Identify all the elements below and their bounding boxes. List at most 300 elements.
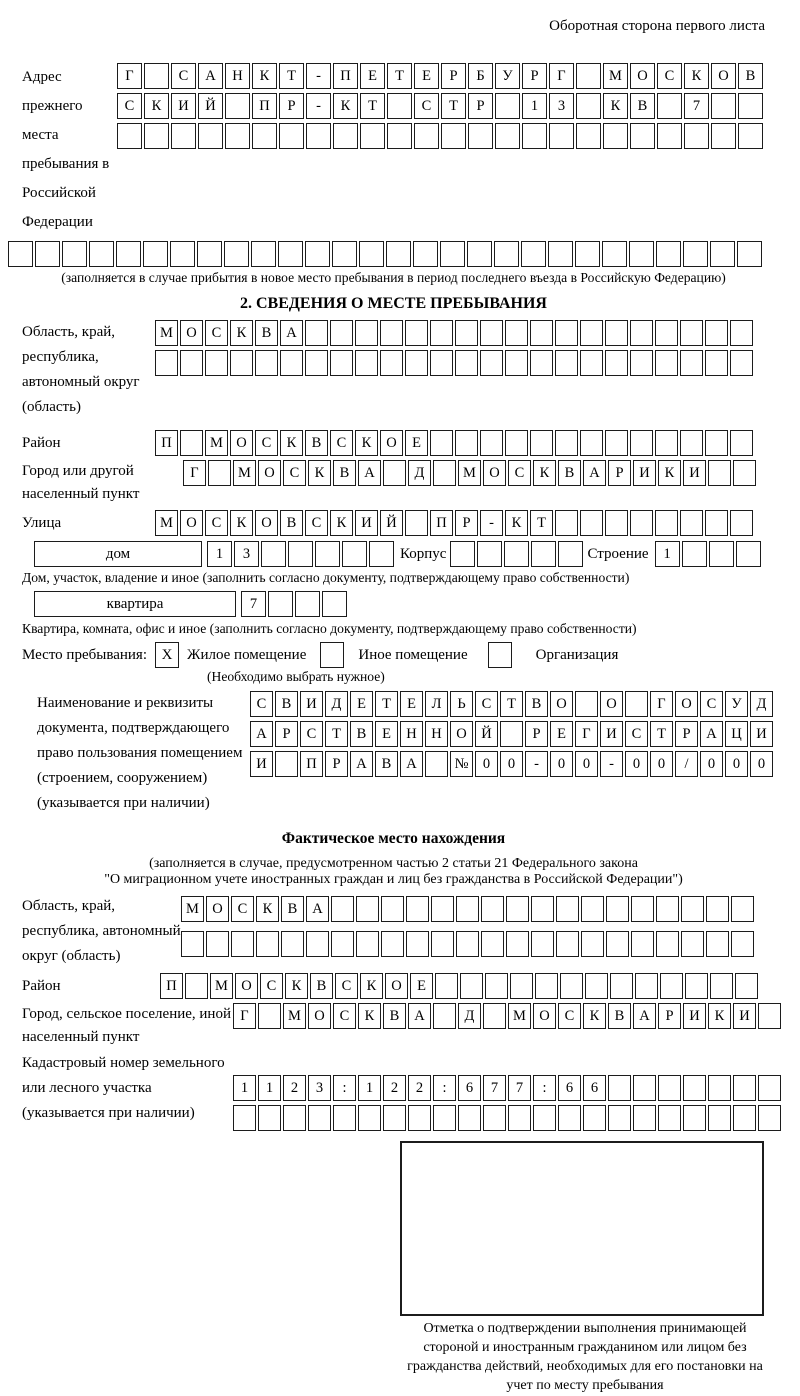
char-cell[interactable]	[558, 541, 583, 567]
char-cell[interactable]	[331, 931, 354, 957]
char-cell[interactable]: С	[305, 510, 328, 536]
char-cell[interactable]: К	[658, 460, 681, 486]
char-cell[interactable]: Т	[650, 721, 673, 747]
char-cell[interactable]	[680, 510, 703, 536]
char-cell[interactable]	[355, 320, 378, 346]
char-cell[interactable]: В	[281, 896, 304, 922]
char-cell[interactable]	[356, 896, 379, 922]
char-cell[interactable]: М	[458, 460, 481, 486]
char-cell[interactable]	[521, 241, 546, 267]
char-cell[interactable]: -	[525, 751, 548, 777]
char-cell[interactable]	[322, 591, 347, 617]
char-cell[interactable]	[736, 541, 761, 567]
char-cell[interactable]: А	[280, 320, 303, 346]
char-cell[interactable]	[758, 1003, 781, 1029]
char-cell[interactable]	[576, 63, 601, 89]
char-cell[interactable]: В	[608, 1003, 631, 1029]
char-cell[interactable]	[480, 350, 503, 376]
char-cell[interactable]	[258, 1105, 281, 1131]
char-cell[interactable]: 1	[522, 93, 547, 119]
char-cell[interactable]	[580, 510, 603, 536]
char-cell[interactable]: 1	[655, 541, 680, 567]
char-cell[interactable]	[295, 591, 320, 617]
char-cell[interactable]: А	[250, 721, 273, 747]
char-cell[interactable]	[680, 430, 703, 456]
char-cell[interactable]: О	[533, 1003, 556, 1029]
char-cell[interactable]	[711, 123, 736, 149]
char-cell[interactable]: 3	[308, 1075, 331, 1101]
char-cell[interactable]	[681, 896, 704, 922]
char-cell[interactable]: О	[550, 691, 573, 717]
char-cell[interactable]: О	[235, 973, 258, 999]
char-cell[interactable]	[680, 350, 703, 376]
char-cell[interactable]	[280, 350, 303, 376]
char-cell[interactable]	[495, 123, 520, 149]
char-cell[interactable]	[631, 896, 654, 922]
char-cell[interactable]: Д	[458, 1003, 481, 1029]
char-cell[interactable]	[387, 93, 412, 119]
char-cell[interactable]	[205, 350, 228, 376]
checkbox-residential-premises[interactable]: X	[155, 642, 179, 668]
char-cell[interactable]	[258, 1003, 281, 1029]
char-cell[interactable]	[225, 93, 250, 119]
char-cell[interactable]	[455, 320, 478, 346]
char-cell[interactable]	[656, 241, 681, 267]
char-cell[interactable]	[576, 93, 601, 119]
char-cell[interactable]	[683, 241, 708, 267]
char-cell[interactable]	[630, 350, 653, 376]
char-cell[interactable]: 1	[233, 1075, 256, 1101]
char-cell[interactable]: 0	[550, 751, 573, 777]
char-cell[interactable]	[510, 973, 533, 999]
checkbox-other-premises[interactable]	[320, 642, 344, 668]
char-cell[interactable]	[275, 751, 298, 777]
char-cell[interactable]: 1	[258, 1075, 281, 1101]
char-cell[interactable]	[630, 510, 653, 536]
char-cell[interactable]	[480, 430, 503, 456]
char-cell[interactable]	[504, 541, 529, 567]
char-cell[interactable]	[685, 973, 708, 999]
char-cell[interactable]: Д	[408, 460, 431, 486]
char-cell[interactable]	[656, 931, 679, 957]
char-cell[interactable]	[380, 350, 403, 376]
char-cell[interactable]	[468, 123, 493, 149]
char-cell[interactable]: Й	[380, 510, 403, 536]
char-cell[interactable]	[279, 123, 304, 149]
char-cell[interactable]	[580, 320, 603, 346]
char-cell[interactable]	[35, 241, 60, 267]
char-cell[interactable]	[505, 430, 528, 456]
char-cell[interactable]: Г	[117, 63, 142, 89]
char-cell[interactable]: С	[255, 430, 278, 456]
char-cell[interactable]	[255, 350, 278, 376]
char-cell[interactable]	[406, 931, 429, 957]
char-cell[interactable]	[738, 93, 763, 119]
char-cell[interactable]: О	[230, 430, 253, 456]
char-cell[interactable]: О	[380, 430, 403, 456]
char-cell[interactable]	[505, 350, 528, 376]
char-cell[interactable]	[555, 430, 578, 456]
char-cell[interactable]	[738, 123, 763, 149]
char-cell[interactable]: 0	[700, 751, 723, 777]
char-cell[interactable]: Г	[549, 63, 574, 89]
char-cell[interactable]	[494, 241, 519, 267]
char-cell[interactable]: М	[205, 430, 228, 456]
char-cell[interactable]: И	[250, 751, 273, 777]
char-cell[interactable]	[710, 241, 735, 267]
char-cell[interactable]	[405, 320, 428, 346]
char-cell[interactable]: В	[630, 93, 655, 119]
char-cell[interactable]: С	[414, 93, 439, 119]
char-cell[interactable]	[655, 350, 678, 376]
char-cell[interactable]	[381, 931, 404, 957]
char-cell[interactable]	[181, 931, 204, 957]
char-cell[interactable]: А	[198, 63, 223, 89]
char-cell[interactable]	[485, 973, 508, 999]
char-cell[interactable]: К	[230, 320, 253, 346]
char-cell[interactable]	[430, 430, 453, 456]
char-cell[interactable]	[731, 896, 754, 922]
char-cell[interactable]: С	[260, 973, 283, 999]
char-cell[interactable]	[456, 931, 479, 957]
char-cell[interactable]	[414, 123, 439, 149]
char-cell[interactable]	[605, 510, 628, 536]
char-cell[interactable]: 3	[234, 541, 259, 567]
char-cell[interactable]: К	[252, 63, 277, 89]
char-cell[interactable]: С	[508, 460, 531, 486]
char-cell[interactable]	[481, 931, 504, 957]
char-cell[interactable]	[730, 350, 753, 376]
char-cell[interactable]: О	[630, 63, 655, 89]
char-cell[interactable]: 6	[458, 1075, 481, 1101]
char-cell[interactable]	[733, 1075, 756, 1101]
char-cell[interactable]	[506, 931, 529, 957]
char-cell[interactable]: И	[171, 93, 196, 119]
char-cell[interactable]	[483, 1105, 506, 1131]
char-cell[interactable]: С	[300, 721, 323, 747]
char-cell[interactable]: М	[233, 460, 256, 486]
char-cell[interactable]: Ь	[450, 691, 473, 717]
char-cell[interactable]	[198, 123, 223, 149]
checkbox-organization[interactable]	[488, 642, 512, 668]
char-cell[interactable]	[387, 123, 412, 149]
char-cell[interactable]	[635, 973, 658, 999]
char-cell[interactable]: Т	[375, 691, 398, 717]
char-cell[interactable]: С	[205, 320, 228, 346]
char-cell[interactable]: 1	[207, 541, 232, 567]
char-cell[interactable]: Е	[414, 63, 439, 89]
char-cell[interactable]: 0	[750, 751, 773, 777]
char-cell[interactable]	[530, 430, 553, 456]
char-cell[interactable]	[709, 541, 734, 567]
char-cell[interactable]: :	[433, 1075, 456, 1101]
char-cell[interactable]: О	[600, 691, 623, 717]
char-cell[interactable]: 2	[283, 1075, 306, 1101]
char-cell[interactable]	[657, 123, 682, 149]
char-cell[interactable]	[330, 350, 353, 376]
char-cell[interactable]	[633, 1075, 656, 1101]
char-cell[interactable]: О	[385, 973, 408, 999]
char-cell[interactable]: С	[475, 691, 498, 717]
char-cell[interactable]: Н	[225, 63, 250, 89]
char-cell[interactable]	[549, 123, 574, 149]
char-cell[interactable]: С	[657, 63, 682, 89]
char-cell[interactable]	[735, 973, 758, 999]
char-cell[interactable]	[558, 1105, 581, 1131]
char-cell[interactable]	[531, 541, 556, 567]
char-cell[interactable]	[548, 241, 573, 267]
char-cell[interactable]: С	[335, 973, 358, 999]
char-cell[interactable]	[456, 896, 479, 922]
char-cell[interactable]	[281, 931, 304, 957]
char-cell[interactable]	[256, 931, 279, 957]
char-cell[interactable]: 7	[483, 1075, 506, 1101]
char-cell[interactable]: С	[333, 1003, 356, 1029]
char-cell[interactable]	[355, 350, 378, 376]
char-cell[interactable]: Б	[468, 63, 493, 89]
char-cell[interactable]	[441, 123, 466, 149]
char-cell[interactable]: В	[280, 510, 303, 536]
char-cell[interactable]	[530, 350, 553, 376]
char-cell[interactable]: Т	[500, 691, 523, 717]
char-cell[interactable]	[360, 123, 385, 149]
char-cell[interactable]	[606, 896, 629, 922]
char-cell[interactable]: М	[155, 320, 178, 346]
char-cell[interactable]	[730, 510, 753, 536]
char-cell[interactable]: К	[256, 896, 279, 922]
char-cell[interactable]	[342, 541, 367, 567]
char-cell[interactable]	[144, 63, 169, 89]
char-cell[interactable]	[602, 241, 627, 267]
char-cell[interactable]	[585, 973, 608, 999]
char-cell[interactable]: К	[708, 1003, 731, 1029]
char-cell[interactable]: М	[283, 1003, 306, 1029]
char-cell[interactable]	[431, 931, 454, 957]
char-cell[interactable]: Ц	[725, 721, 748, 747]
char-cell[interactable]: Н	[425, 721, 448, 747]
char-cell[interactable]: Й	[198, 93, 223, 119]
char-cell[interactable]	[660, 973, 683, 999]
char-cell[interactable]	[522, 123, 547, 149]
char-cell[interactable]: О	[450, 721, 473, 747]
char-cell[interactable]: В	[383, 1003, 406, 1029]
char-cell[interactable]	[530, 320, 553, 346]
char-cell[interactable]	[408, 1105, 431, 1131]
char-cell[interactable]	[116, 241, 141, 267]
char-cell[interactable]: Е	[550, 721, 573, 747]
char-cell[interactable]	[682, 541, 707, 567]
char-cell[interactable]	[233, 1105, 256, 1131]
char-cell[interactable]	[383, 460, 406, 486]
char-cell[interactable]	[8, 241, 33, 267]
char-cell[interactable]	[224, 241, 249, 267]
char-cell[interactable]	[580, 430, 603, 456]
char-cell[interactable]	[629, 241, 654, 267]
char-cell[interactable]	[383, 1105, 406, 1131]
char-cell[interactable]: К	[603, 93, 628, 119]
char-cell[interactable]	[425, 751, 448, 777]
char-cell[interactable]	[655, 430, 678, 456]
char-cell[interactable]: К	[360, 973, 383, 999]
char-cell[interactable]: В	[558, 460, 581, 486]
char-cell[interactable]: Е	[410, 973, 433, 999]
char-cell[interactable]	[477, 541, 502, 567]
char-cell[interactable]	[605, 430, 628, 456]
char-cell[interactable]	[683, 1075, 706, 1101]
char-cell[interactable]: Т	[325, 721, 348, 747]
char-cell[interactable]: И	[633, 460, 656, 486]
char-cell[interactable]	[535, 973, 558, 999]
char-cell[interactable]: А	[700, 721, 723, 747]
char-cell[interactable]	[531, 931, 554, 957]
char-cell[interactable]: 0	[625, 751, 648, 777]
char-cell[interactable]	[251, 241, 276, 267]
char-cell[interactable]	[608, 1075, 631, 1101]
char-cell[interactable]: Т	[530, 510, 553, 536]
char-cell[interactable]	[683, 1105, 706, 1131]
char-cell[interactable]	[435, 973, 458, 999]
char-cell[interactable]	[431, 896, 454, 922]
char-cell[interactable]: 7	[684, 93, 709, 119]
char-cell[interactable]	[705, 510, 728, 536]
char-cell[interactable]	[62, 241, 87, 267]
char-cell[interactable]	[171, 123, 196, 149]
char-cell[interactable]	[737, 241, 762, 267]
char-cell[interactable]: С	[283, 460, 306, 486]
char-cell[interactable]: Г	[575, 721, 598, 747]
char-cell[interactable]	[386, 241, 411, 267]
char-cell[interactable]	[185, 973, 208, 999]
char-cell[interactable]	[630, 320, 653, 346]
char-cell[interactable]: М	[603, 63, 628, 89]
char-cell[interactable]	[733, 460, 756, 486]
char-cell[interactable]	[455, 350, 478, 376]
char-cell[interactable]	[606, 931, 629, 957]
char-cell[interactable]: П	[300, 751, 323, 777]
char-cell[interactable]	[333, 123, 358, 149]
char-cell[interactable]	[283, 1105, 306, 1131]
char-cell[interactable]: О	[180, 320, 203, 346]
char-cell[interactable]: 0	[575, 751, 598, 777]
char-cell[interactable]	[505, 320, 528, 346]
char-cell[interactable]: И	[750, 721, 773, 747]
char-cell[interactable]: И	[733, 1003, 756, 1029]
char-cell[interactable]: Л	[425, 691, 448, 717]
char-cell[interactable]	[495, 93, 520, 119]
char-cell[interactable]: Д	[750, 691, 773, 717]
char-cell[interactable]	[481, 896, 504, 922]
char-cell[interactable]: Т	[279, 63, 304, 89]
char-cell[interactable]	[630, 430, 653, 456]
char-cell[interactable]	[705, 350, 728, 376]
char-cell[interactable]: А	[633, 1003, 656, 1029]
char-cell[interactable]	[197, 241, 222, 267]
char-cell[interactable]: А	[583, 460, 606, 486]
char-cell[interactable]: Р	[608, 460, 631, 486]
char-cell[interactable]	[705, 430, 728, 456]
char-cell[interactable]: Г	[233, 1003, 256, 1029]
char-cell[interactable]: 2	[408, 1075, 431, 1101]
char-cell[interactable]: К	[533, 460, 556, 486]
char-cell[interactable]: М	[210, 973, 233, 999]
char-cell[interactable]: 0	[475, 751, 498, 777]
char-cell[interactable]: В	[375, 751, 398, 777]
char-cell[interactable]: А	[400, 751, 423, 777]
char-cell[interactable]: В	[333, 460, 356, 486]
char-cell[interactable]: К	[355, 430, 378, 456]
char-cell[interactable]: Р	[275, 721, 298, 747]
char-cell[interactable]: И	[683, 1003, 706, 1029]
char-cell[interactable]: О	[483, 460, 506, 486]
char-cell[interactable]: Т	[387, 63, 412, 89]
char-cell[interactable]	[580, 350, 603, 376]
char-cell[interactable]	[605, 320, 628, 346]
char-cell[interactable]	[575, 241, 600, 267]
char-cell[interactable]	[230, 350, 253, 376]
char-cell[interactable]	[278, 241, 303, 267]
char-cell[interactable]: С	[250, 691, 273, 717]
char-cell[interactable]: С	[330, 430, 353, 456]
char-cell[interactable]: 0	[500, 751, 523, 777]
char-cell[interactable]: -	[306, 63, 331, 89]
char-cell[interactable]	[144, 123, 169, 149]
char-cell[interactable]	[533, 1105, 556, 1131]
char-cell[interactable]	[730, 430, 753, 456]
char-cell[interactable]	[508, 1105, 531, 1131]
char-cell[interactable]	[308, 1105, 331, 1131]
char-cell[interactable]: В	[255, 320, 278, 346]
char-cell[interactable]: 0	[725, 751, 748, 777]
char-cell[interactable]: Е	[375, 721, 398, 747]
char-cell[interactable]	[500, 721, 523, 747]
char-cell[interactable]: /	[675, 751, 698, 777]
char-cell[interactable]: К	[308, 460, 331, 486]
char-cell[interactable]: Н	[400, 721, 423, 747]
char-cell[interactable]	[330, 320, 353, 346]
char-cell[interactable]: М	[155, 510, 178, 536]
char-cell[interactable]: М	[508, 1003, 531, 1029]
char-cell[interactable]: :	[533, 1075, 556, 1101]
char-cell[interactable]	[684, 123, 709, 149]
char-cell[interactable]	[555, 320, 578, 346]
char-cell[interactable]	[758, 1105, 781, 1131]
char-cell[interactable]: П	[430, 510, 453, 536]
char-cell[interactable]: 2	[383, 1075, 406, 1101]
char-cell[interactable]: М	[181, 896, 204, 922]
char-cell[interactable]: Р	[675, 721, 698, 747]
char-cell[interactable]	[658, 1075, 681, 1101]
char-cell[interactable]	[406, 896, 429, 922]
char-cell[interactable]	[458, 1105, 481, 1131]
char-cell[interactable]	[483, 1003, 506, 1029]
char-cell[interactable]: :	[333, 1075, 356, 1101]
char-cell[interactable]	[605, 350, 628, 376]
char-cell[interactable]	[356, 931, 379, 957]
char-cell[interactable]	[89, 241, 114, 267]
char-cell[interactable]	[306, 123, 331, 149]
char-cell[interactable]	[305, 350, 328, 376]
char-cell[interactable]: О	[711, 63, 736, 89]
char-cell[interactable]	[583, 1105, 606, 1131]
char-cell[interactable]	[155, 350, 178, 376]
char-cell[interactable]	[467, 241, 492, 267]
char-cell[interactable]	[655, 320, 678, 346]
char-cell[interactable]: Д	[325, 691, 348, 717]
char-cell[interactable]: 6	[558, 1075, 581, 1101]
char-cell[interactable]	[480, 320, 503, 346]
char-cell[interactable]	[656, 896, 679, 922]
char-cell[interactable]	[225, 123, 250, 149]
